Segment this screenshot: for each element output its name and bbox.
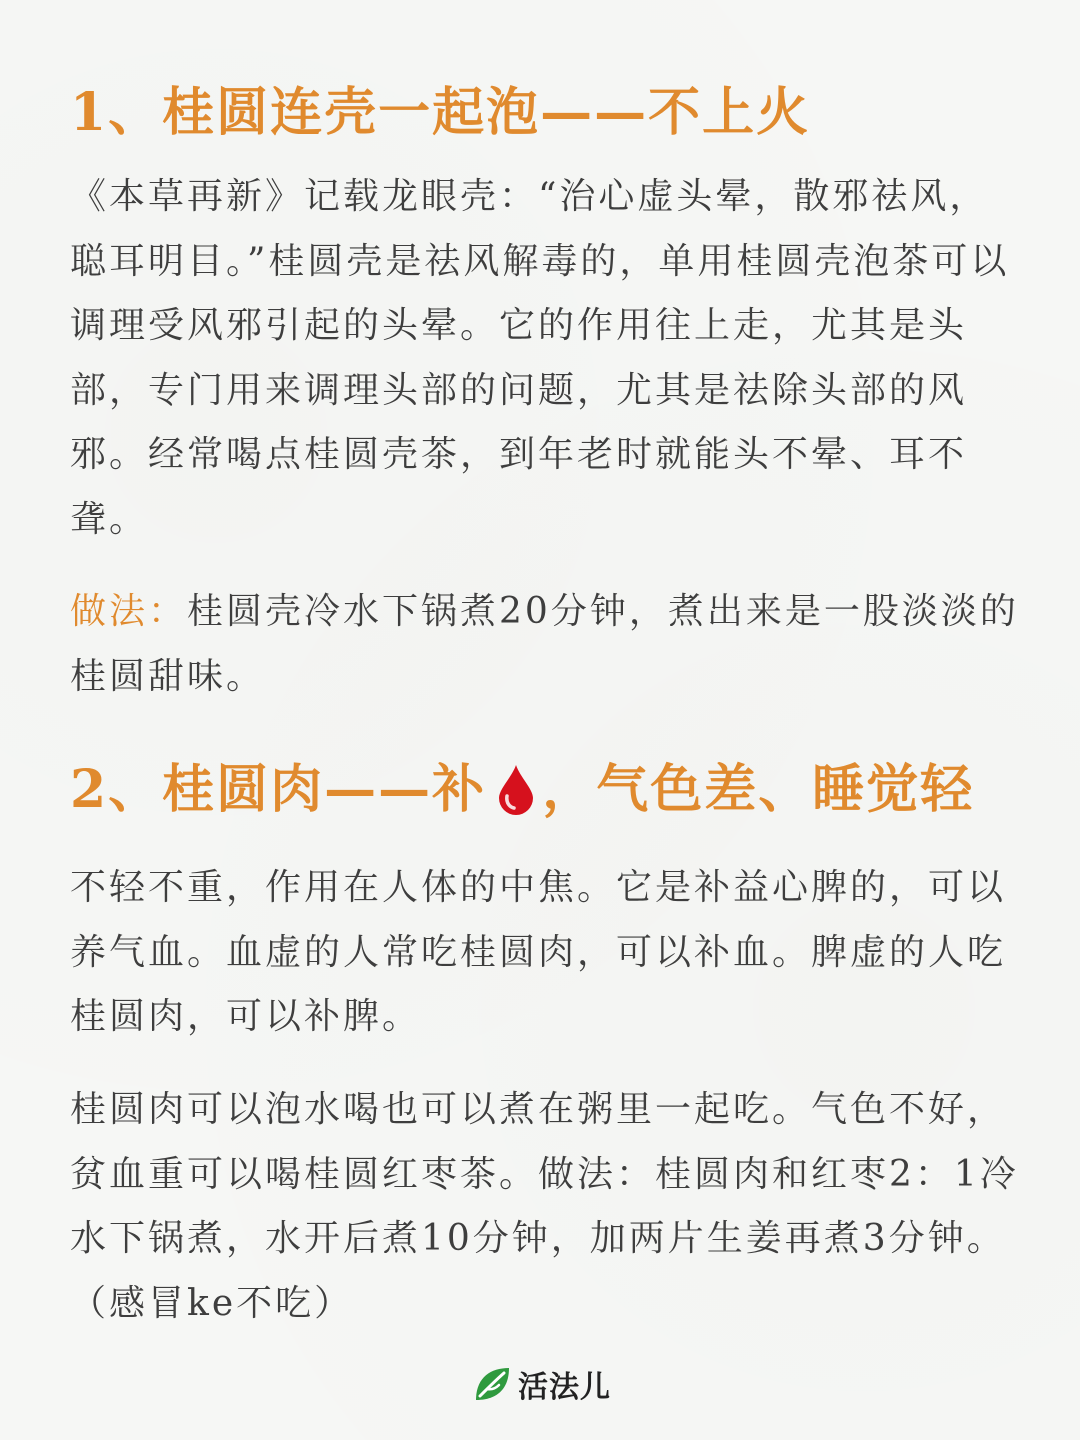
article (70, 0, 1020, 1440)
section-1-method (70, 580, 1020, 709)
leaf-icon (472, 1364, 512, 1404)
section-1-title: 1、桂圆连壳一起泡——不上火 (70, 82, 811, 143)
footer-brand (472, 1360, 611, 1408)
method-label: 做法： (70, 591, 188, 632)
blood-drop-icon (496, 763, 536, 815)
method-text: 桂圆壳冷水下锅煮20分钟，煮出来是一股淡淡的桂圆甜味。 (70, 591, 1019, 697)
section-1-paragraph: 《本草再新》记载龙眼壳：“治心虚头晕，散邪祛风，聪耳明目。”桂圆壳是祛风解毒的，单用桂圆壳泡茶可以调理受风邪引起的头晕。它的作用往上走，尤其是头部，专门用来调理头部的问题，尤其是祛除头部的风邪。经常喝点桂圆壳茶，到年老时就能头不晕、耳不聋。 (70, 176, 1010, 540)
section-2-title-start: 2、桂圆肉——补 (70, 759, 487, 820)
brand-name: 活法儿 (518, 1370, 611, 1405)
section-2-paragraph-1: 不轻不重，作用在人体的中焦。它是补益心脾的，可以养气血。血虚的人常吃桂圆肉，可以补血。脾虚的人吃桂圆肉，可以补脾。 (70, 867, 1007, 1037)
section-2-paragraph-2: 桂圆肉可以泡水喝也可以煮在粥里一起吃。气色不好，贫血重可以喝桂圆红枣茶。做法：桂圆肉和红枣2：1冷水下锅煮，水开后煮10分钟，加两片生姜再煮3分钟。（感冒ke不吃） (70, 1089, 1019, 1324)
section-2-title-end: ，气色差、睡觉轻 (542, 759, 975, 820)
section-2-title (70, 760, 974, 820)
